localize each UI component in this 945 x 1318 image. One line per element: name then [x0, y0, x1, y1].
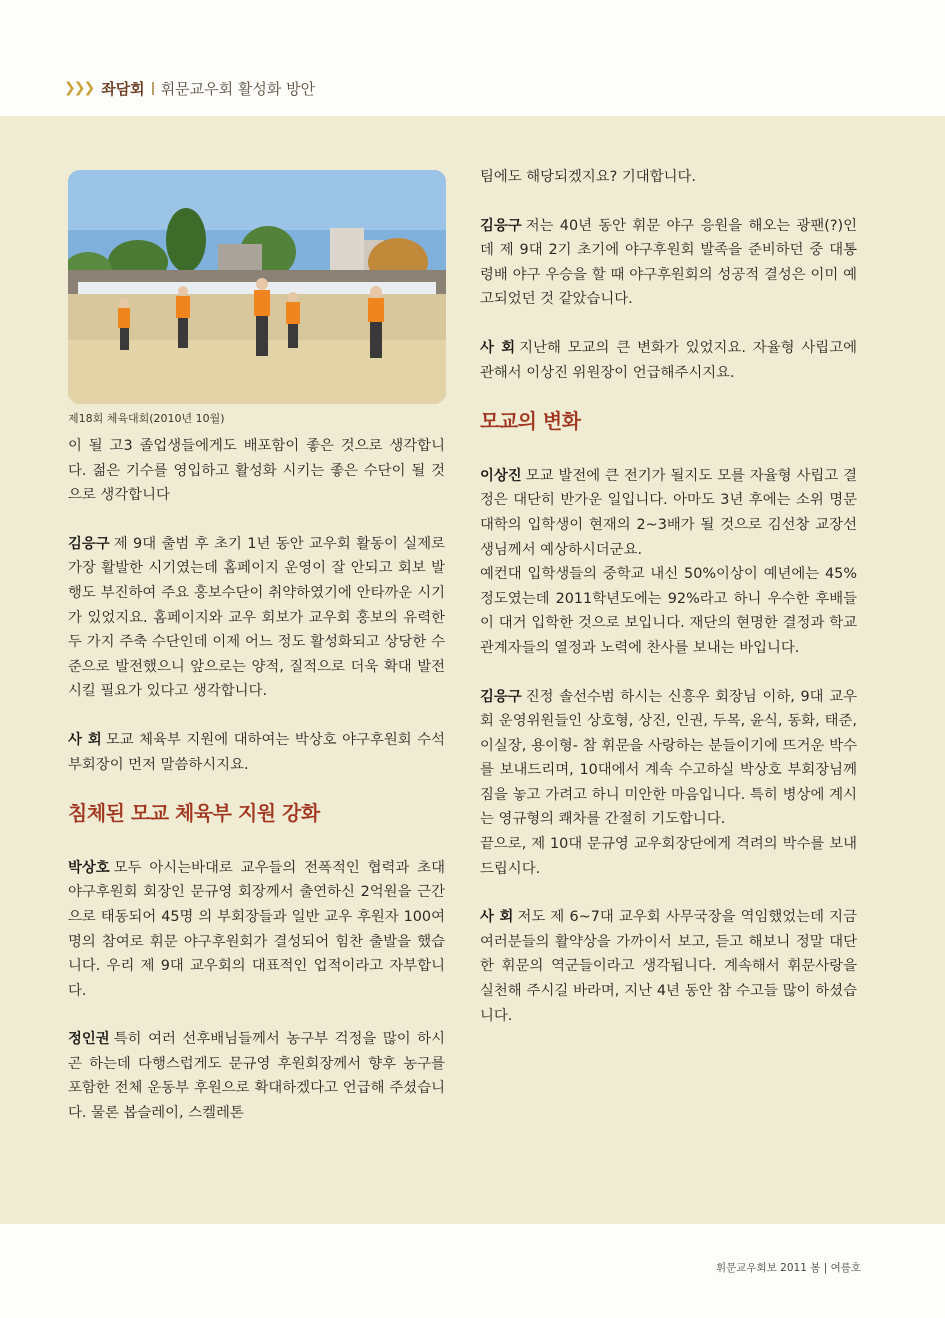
paragraph [480, 832, 857, 881]
header-divider [152, 82, 154, 95]
speaker-name: 사 회 [68, 731, 102, 748]
paragraph-text: 저는 40년 동안 휘문 야구 응원을 해오는 광팬(?)인데 제 9대 2기 초기에 야구후원회 발족을 준비하던 중 대통령배 야구 우승을 할 때 야구후원회의 성공적 결성은 이미 예고되었던 것 같았습니다. [480, 217, 857, 308]
speaker-name: 김응구 [480, 217, 522, 234]
paragraph-text: 제 9대 출범 후 초기 1년 동안 교우회 활동이 실제로 가장 활발한 시기였는데 홈페이지 운영이 잘 안되고 회보 발행도 부진하여 주요 홍보수단이 취약하였기에 안타까운 시기가 있었지요. 홈페이지와 교우 회보가 교우회 홍보의 유력한 두 가지 주축 수단인데 이제 어느 정도 활성화되고 상당한 수준으로 발전했으니 앞으로는 양적, 질적으로 더욱 확대 발전시킬 필요가 있다고 생각합니다. [68, 535, 445, 700]
paragraph-text: 저도 제 6~7대 교우회 사무국장을 역임했었는데 지금 여러분들의 활약상을 가까이서 보고, 듣고 해보니 정말 대단한 휘문의 역군들이라고 생각됩니다. 계속해서 휘문사랑을 실천해 주시길 바라며, 지난 4년 동안 참 수고들 많이 하셨습니다. [480, 909, 857, 1024]
paragraph [68, 856, 445, 1004]
paragraph-text: 특히 여러 선후배님들께서 농구부 걱정을 많이 하시곤 하는데 다행스럽게도 문규영 후원회장께서 향후 농구를 포함한 전체 운동부 후원으로 확대하겠다고 언급해 주셨습니다. 물론 봅슬레이, 스켈레톤 [68, 1031, 445, 1122]
paragraph [480, 214, 857, 312]
paragraph [480, 685, 857, 833]
paragraph [480, 165, 857, 190]
paragraph [68, 434, 445, 508]
chevron-right-icon: ❯❯❯ [64, 80, 94, 96]
section-label: 좌담회 [101, 79, 145, 98]
paragraph-text: 진정 솔선수범 하시는 신흥우 회장님 이하, 9대 교우회 운영위원들인 상호형, 상진, 인권, 두목, 윤식, 동화, 태준, 이실장, 용이형- 참 휘문을 사랑하는 분들이기에 뜨거운 박수를 보내드리며, 10대에서 계속 수고하실 박상호 부회장님께 짐을 놓고 가려고 하니 미안한 마음입니다. 특히 병상에 계시는 영규형의 쾌차를 간절히 기도합니다. [480, 688, 857, 828]
paragraph-text: 지난해 모교의 큰 변화가 있었지요. 자율형 사립고에 관해서 이상진 위원장이 언급해주시지요. [480, 339, 857, 381]
paragraph [68, 1027, 445, 1125]
speaker-name: 박상호 [68, 859, 110, 876]
speaker-name: 이상진 [480, 467, 522, 484]
speaker-name: 김응구 [68, 535, 110, 552]
paragraph [480, 336, 857, 385]
paragraph-text: 모교 체육부 지원에 대하여는 박상호 야구후원회 수석부회장이 먼저 말씀하시지요. [68, 731, 445, 773]
right-column [480, 165, 857, 1028]
paragraph-text: 끝으로, 제 10대 문규영 교우회장단에게 격려의 박수를 보내 드립시다. [480, 836, 857, 877]
paragraph [480, 562, 857, 660]
section-subtitle: 휘문교우회 활성화 방안 [160, 79, 316, 98]
section-heading: 모교의 변화 [480, 409, 581, 434]
paragraph [480, 464, 857, 562]
left-column [68, 434, 445, 1126]
paragraph-text: 이 될 고3 졸업생들에게도 배포함이 좋은 것으로 생각합니다. 젊은 기수를 영입하고 활성화 시키는 좋은 수단이 될 것으로 생각합니다 [68, 438, 445, 504]
running-header [64, 76, 315, 100]
photo-caption: 제18회 체육대회(2010년 10월) [68, 412, 225, 425]
paragraph-text: 모교 발전에 큰 전기가 될지도 모를 자율형 사립고 결정은 대단히 반가운 일입니다. 아마도 3년 후에는 소위 명문 대학의 입학생이 현재의 2~3배가 될 것으로 김선창 교장선생님께서 예상하시더군요. [480, 467, 857, 558]
paragraph [480, 905, 857, 1028]
speaker-name: 정인권 [68, 1031, 110, 1048]
section-heading: 침체된 모교 체육부 지원 강화 [68, 801, 320, 826]
speaker-name: 김응구 [480, 688, 522, 705]
paragraph [68, 728, 445, 777]
sports-day-photo [68, 170, 446, 404]
paragraph-text: 팀에도 해당되겠지요? 기대합니다. [480, 169, 696, 185]
paragraph-text: 예컨대 입학생들의 중학교 내신 50%이상이 예년에는 45% 정도였는데 2011학년도에는 92%라고 하니 우수한 후배들이 대거 입학한 것으로 보입니다. 재단의 현명한 결정과 학교 관계자들의 열정과 노력에 찬사를 보내는 바입니다. [480, 566, 857, 656]
page-footer: 휘문교우회보 2011 봄 | 여름호 [715, 1262, 861, 1274]
paragraph-text: 모두 아시는바대로 교우들의 전폭적인 협력과 초대 야구후원회 회장인 문규영 회장께서 출연하신 2억원을 근간으로 태동되어 45명 의 부회장들과 일반 교우 후원자 100여명의 참여로 휘문 야구후원회가 결성되어 힘찬 출발을 했습니다. 우리 제 9대 교우회의 대표적인 업적이라고 자부합니다. [68, 859, 445, 999]
speaker-name: 사 회 [480, 339, 516, 356]
speaker-name: 사 회 [480, 909, 514, 926]
paragraph [68, 532, 445, 704]
